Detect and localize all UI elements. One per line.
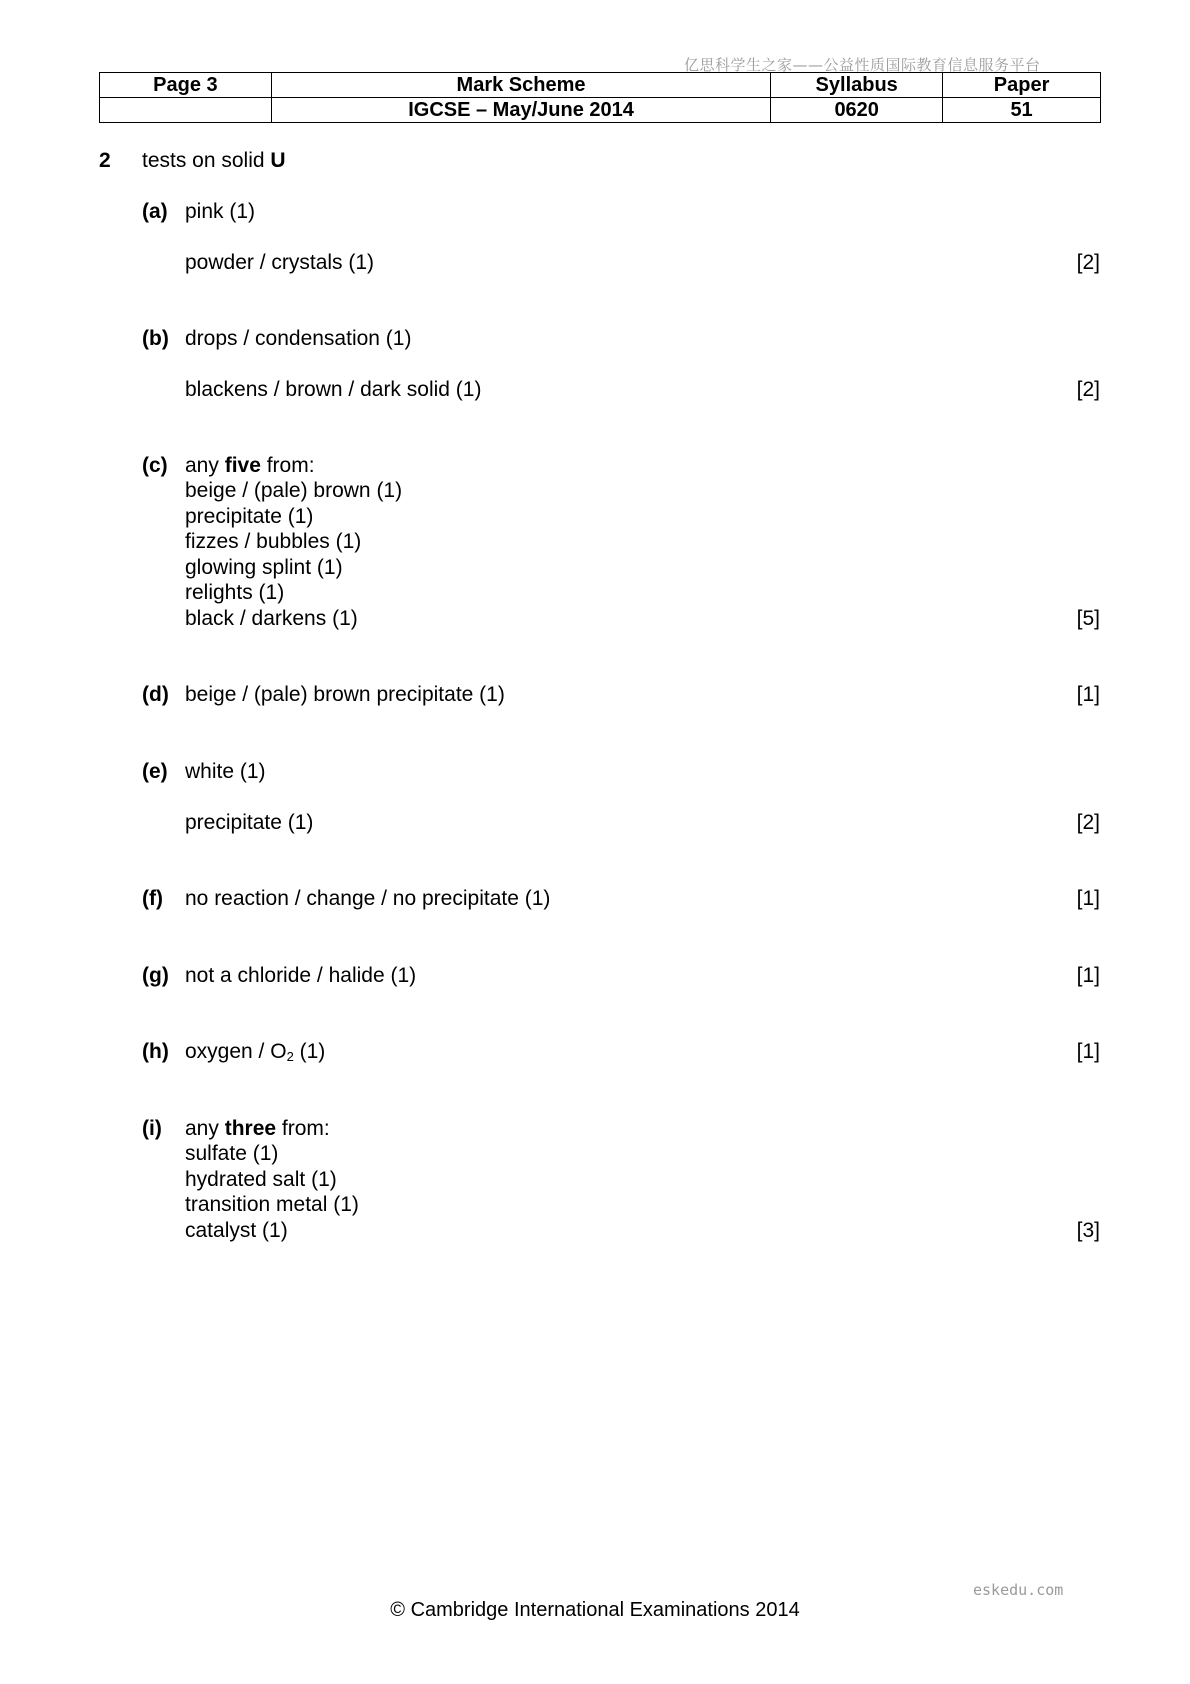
part-f-mark: [1] [1076, 887, 1100, 910]
part-i-item: hydrated salt (1) [185, 1168, 337, 1191]
part-d-mark: [1] [1076, 683, 1100, 706]
part-e-label: (e) [142, 760, 168, 783]
part-c-item: precipitate (1) [185, 505, 314, 528]
part-c-item: glowing splint (1) [185, 556, 343, 579]
part-f-label: (f) [142, 887, 163, 910]
header-row-2 [100, 98, 1101, 123]
header-paper-label: Paper [943, 73, 1101, 98]
header-row-1 [100, 73, 1101, 98]
part-c-label: (c) [142, 454, 168, 477]
part-i-label: (i) [142, 1117, 162, 1140]
part-i-intro-pre: any [185, 1117, 225, 1140]
part-h-label: (h) [142, 1040, 169, 1063]
part-e-line-2: precipitate (1) [185, 811, 314, 834]
part-i-item: sulfate (1) [185, 1142, 279, 1165]
part-h-text-pre: oxygen / O [185, 1040, 287, 1063]
part-b-label: (b) [142, 327, 169, 350]
part-c-intro-post: from: [260, 454, 315, 477]
part-b-line-1: drops / condensation (1) [185, 327, 412, 350]
part-a-label: (a) [142, 200, 168, 223]
header-empty-cell [100, 98, 272, 123]
header-doc-type: Mark Scheme [271, 73, 770, 98]
part-a-line-2: powder / crystals (1) [185, 251, 375, 274]
copyright-footer: © Cambridge International Examinations 2014 [390, 1599, 800, 1621]
question-number: 2 [99, 149, 111, 172]
header-page: Page 3 [100, 73, 272, 98]
part-i-intro-post: from: [276, 1117, 330, 1140]
part-i-mark: [3] [1076, 1219, 1100, 1242]
part-i-item: transition metal (1) [185, 1193, 359, 1216]
part-b-line-2: blackens / brown / dark solid (1) [185, 378, 482, 401]
part-h-mark: [1] [1076, 1040, 1100, 1063]
part-c-item: relights (1) [185, 581, 285, 604]
part-c-item: black / darkens (1) [185, 607, 358, 630]
part-d-label: (d) [142, 683, 169, 706]
header-syllabus-code: 0620 [771, 98, 943, 123]
part-b-mark: [2] [1076, 378, 1100, 401]
question-title-text: tests on solid [142, 149, 271, 172]
part-e-line-1: white (1) [185, 760, 266, 783]
header-paper-number: 51 [943, 98, 1101, 123]
header-exam-session: IGCSE – May/June 2014 [271, 98, 770, 123]
part-h-line-1 [185, 1040, 325, 1064]
part-i-intro [185, 1117, 330, 1141]
part-g-label: (g) [142, 964, 169, 987]
header-syllabus-label: Syllabus [771, 73, 943, 98]
part-h-subscript: 2 [286, 1049, 294, 1064]
question-title [142, 149, 286, 173]
part-d-line-1: beige / (pale) brown precipitate (1) [185, 683, 505, 706]
part-c-mark: [5] [1076, 607, 1100, 630]
part-c-intro-pre: any [185, 454, 225, 477]
part-i-intro-count: three [224, 1117, 277, 1140]
part-c-intro [185, 454, 315, 478]
part-h-text-post: (1) [293, 1040, 326, 1063]
watermark-bottom: eskedu.com [973, 1581, 1064, 1599]
part-c-item: beige / (pale) brown (1) [185, 479, 403, 502]
watermark-top: 亿思科学生之家——公益性质国际教育信息服务平台 [684, 56, 1041, 74]
part-i-item: catalyst (1) [185, 1219, 288, 1242]
part-a-line-1: pink (1) [185, 200, 256, 223]
part-a-mark: [2] [1076, 251, 1100, 274]
part-e-mark: [2] [1076, 811, 1100, 834]
part-f-line-1: no reaction / change / no precipitate (1) [185, 887, 551, 910]
part-g-line-1: not a chloride / halide (1) [185, 964, 417, 987]
part-g-mark: [1] [1076, 964, 1100, 987]
part-c-item: fizzes / bubbles (1) [185, 530, 362, 553]
header-table [99, 72, 1101, 123]
part-c-intro-count: five [224, 454, 261, 477]
question-title-solid: U [270, 149, 286, 172]
